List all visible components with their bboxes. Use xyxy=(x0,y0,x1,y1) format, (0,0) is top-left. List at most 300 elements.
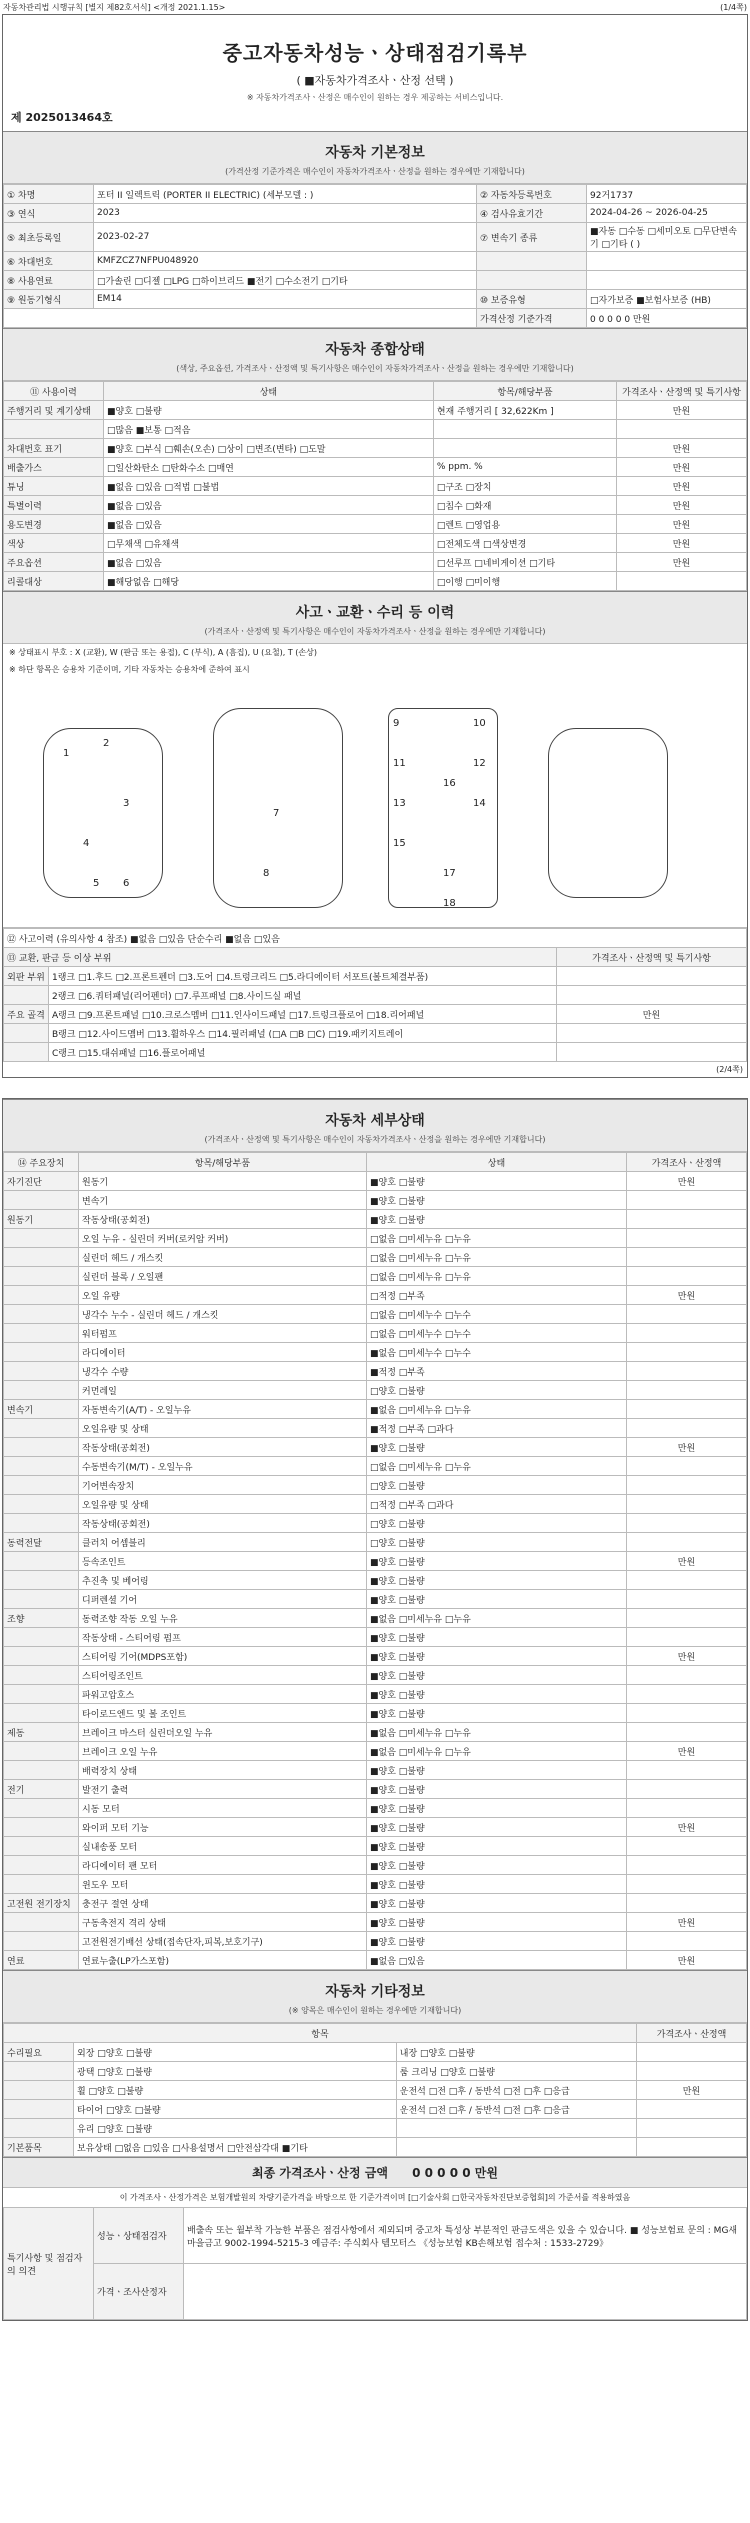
detail-price xyxy=(627,1723,747,1742)
detail-group: 자기진단 xyxy=(4,1172,79,1191)
car-side-right xyxy=(548,728,668,898)
basic-value: KMFZCZ7NFPU048920 xyxy=(94,252,477,271)
detail-row xyxy=(4,1932,747,1951)
summary-state: ■없음 □있음 xyxy=(104,515,434,534)
other-group xyxy=(4,2062,74,2081)
detail-row xyxy=(4,1210,747,1229)
summary-row xyxy=(4,572,747,591)
detail-item: 브레이크 오일 누유 xyxy=(79,1742,367,1761)
detail-state: ■양호 □불량 xyxy=(367,1780,627,1799)
detail-col: 가격조사ㆍ산정액 xyxy=(627,1153,747,1172)
rank-group: 외판 부위 xyxy=(4,967,49,986)
basic-row xyxy=(4,290,747,309)
other-row xyxy=(4,2043,747,2062)
detail-state: ■없음 □미세누유 □누유 xyxy=(367,1609,627,1628)
summary-state: ■해당없음 □해당 xyxy=(104,572,434,591)
basic-key-2 xyxy=(477,271,587,290)
price-value: 0 0 0 0 0 만원 xyxy=(587,309,747,328)
summary-item: □선루프 □네비게이션 □기타 xyxy=(433,553,616,572)
detail-row xyxy=(4,1856,747,1875)
summary-col: 상태 xyxy=(104,382,434,401)
detail-group xyxy=(4,1761,79,1780)
detail-price xyxy=(627,1590,747,1609)
summary-key: 색상 xyxy=(4,534,104,553)
detail-group: 조향 xyxy=(4,1609,79,1628)
diagram-number: 9 xyxy=(393,718,400,729)
detail-item: 윈도우 모터 xyxy=(79,1875,367,1894)
detail-group xyxy=(4,1552,79,1571)
summary-key: 주요옵션 xyxy=(4,553,104,572)
detail-row xyxy=(4,1343,747,1362)
basic-row xyxy=(4,204,747,223)
rank-group xyxy=(4,1024,49,1043)
rank-group: 주요 골격 xyxy=(4,1005,49,1024)
summary-item xyxy=(433,439,616,458)
detail-state: ■양호 □불량 xyxy=(367,1704,627,1723)
detail-state: ■없음 □미세누유 □누유 xyxy=(367,1742,627,1761)
detail-state: □없음 □미세누유 □누유 xyxy=(367,1229,627,1248)
other-row xyxy=(4,2081,747,2100)
detail-group: 제동 xyxy=(4,1723,79,1742)
summary-state: ■없음 □있음 xyxy=(104,553,434,572)
summary-row xyxy=(4,439,747,458)
detail-group xyxy=(4,1628,79,1647)
detail-group xyxy=(4,1419,79,1438)
summary-key xyxy=(4,420,104,439)
detail-item: 원동기 xyxy=(79,1172,367,1191)
diagram-number: 11 xyxy=(393,758,406,769)
car-side-left xyxy=(43,728,163,898)
basic-key: ① 차명 xyxy=(4,185,94,204)
registration-number: 제 2025013464호 xyxy=(11,111,113,124)
detail-group xyxy=(4,1381,79,1400)
summary-price: 만원 xyxy=(617,515,747,534)
detail-price xyxy=(627,1343,747,1362)
summary-item: 현재 주행거리 [ 32,622Km ] xyxy=(433,401,616,420)
final-header xyxy=(3,2157,747,2188)
detail-price xyxy=(627,1932,747,1951)
other-price: 만원 xyxy=(637,2081,747,2100)
rank-row xyxy=(4,986,747,1005)
basic-row xyxy=(4,185,747,204)
detail-row xyxy=(4,1267,747,1286)
special-sub-1: 성능ㆍ상태점검자 xyxy=(94,2208,184,2264)
detail-price xyxy=(627,1324,747,1343)
detail-item: 충전구 절연 상태 xyxy=(79,1894,367,1913)
detail-group xyxy=(4,1229,79,1248)
summary-price: 만원 xyxy=(617,553,747,572)
detail-row xyxy=(4,1571,747,1590)
special-sub-2: 가격ㆍ조사산정자 xyxy=(94,2264,184,2320)
detail-item: 수동변속기(M/T) - 오일누유 xyxy=(79,1457,367,1476)
detail-note: (가격조사ㆍ산정액 및 특기사항은 매수인이 자동차가격조사ㆍ산정을 원하는 경우에만 기재합니다) xyxy=(204,1135,546,1144)
rank-items: A랭크 □9.프론트패널 □10.크로스멤버 □11.인사이드패널 □17.트렁크플로어 □18.리어패널 xyxy=(49,1005,557,1024)
detail-row xyxy=(4,1305,747,1324)
detail-group xyxy=(4,1666,79,1685)
basic-spacer xyxy=(4,309,477,328)
basic-key: ⑥ 차대번호 xyxy=(4,252,94,271)
detail-state: ■양호 □불량 xyxy=(367,1590,627,1609)
detail-item: 타이로드엔드 및 볼 조인트 xyxy=(79,1704,367,1723)
summary-state: ■없음 □있음 xyxy=(104,496,434,515)
other-b: 운전석 □전 □후 / 동반석 □전 □후 □응급 xyxy=(396,2081,636,2100)
detail-group xyxy=(4,1438,79,1457)
detail-item: 냉각수 수량 xyxy=(79,1362,367,1381)
detail-row xyxy=(4,1552,747,1571)
summary-col: ⑪ 사용이력 xyxy=(4,382,104,401)
other-price xyxy=(637,2138,747,2157)
detail-group: 동력전달 xyxy=(4,1533,79,1552)
detail-row xyxy=(4,1419,747,1438)
basic-value: EM14 xyxy=(94,290,477,309)
special-text: 배출속 또는 월부착 가능한 부품은 점검사항에서 제외되며 중고차 특성상 부분적인 판금도색은 있을 수 있습니다. ■ 성능보험료 문의 : MG새마을금고 9002-1994-5215-3 예금주: 주식회사 템모터스 《성능보험 KB손해보험 접수처 : 1533-2729》 xyxy=(184,2208,747,2264)
summary-price: 만원 xyxy=(617,534,747,553)
rank-group xyxy=(4,1043,49,1062)
detail-state: ■양호 □불량 xyxy=(367,1761,627,1780)
detail-state: ■양호 □불량 xyxy=(367,1666,627,1685)
detail-state: ■양호 □불량 xyxy=(367,1191,627,1210)
diagram-number: 15 xyxy=(393,838,406,849)
detail-item: 동력조향 작동 오일 누유 xyxy=(79,1609,367,1628)
detail-group xyxy=(4,1932,79,1951)
summary-state: □많음 ■보통 □적음 xyxy=(104,420,434,439)
summary-item: □이행 □미이행 xyxy=(433,572,616,591)
detail-price: 만원 xyxy=(627,1913,747,1932)
summary-price: 만원 xyxy=(617,477,747,496)
detail-group: 연료 xyxy=(4,1951,79,1970)
detail-item: 오일 누유 - 실린더 커버(로커암 커버) xyxy=(79,1229,367,1248)
summary-key: 특별이력 xyxy=(4,496,104,515)
other-row xyxy=(4,2119,747,2138)
detail-price xyxy=(627,1419,747,1438)
detail-price xyxy=(627,1856,747,1875)
other-title: 자동차 기타정보 xyxy=(325,1984,425,2000)
rank-row xyxy=(4,1043,747,1062)
detail-item: 실내송풍 모터 xyxy=(79,1837,367,1856)
detail-col: 상태 xyxy=(367,1153,627,1172)
detail-group xyxy=(4,1457,79,1476)
detail-item: 워터펌프 xyxy=(79,1324,367,1343)
detail-state: □없음 □미세누유 □누유 xyxy=(367,1267,627,1286)
summary-state: □일산화탄소 □탄화수소 □매연 xyxy=(104,458,434,477)
rank-items: 1랭크 □1.후드 □2.프론트펜더 □3.도어 □4.트렁크리드 □5.라디에이터 서포트(볼트체결부품) xyxy=(49,967,557,986)
basic-value-2: 92거1737 xyxy=(587,185,747,204)
detail-price xyxy=(627,1666,747,1685)
detail-group: 전기 xyxy=(4,1780,79,1799)
detail-row xyxy=(4,1229,747,1248)
detail-row xyxy=(4,1400,747,1419)
summary-item: % ppm. % xyxy=(433,458,616,477)
detail-item: 배력장치 상태 xyxy=(79,1761,367,1780)
summary-row xyxy=(4,401,747,420)
basic-key: ⑤ 최초등록일 xyxy=(4,223,94,252)
final-note: 이 가격조사ㆍ산정가격은 보험개발원의 차량기준가격을 바탕으로 한 기준가격이며 [□기술사회 □한국자동차진단보증협회]의 가준서를 적용하였음 xyxy=(119,2193,631,2202)
special-label: 특기사항 및 점검자의 의견 xyxy=(4,2208,94,2320)
detail-group: 고전원 전기장치 xyxy=(4,1894,79,1913)
rank-price xyxy=(557,986,747,1005)
detail-group xyxy=(4,1837,79,1856)
detail-state: ■양호 □불량 xyxy=(367,1875,627,1894)
other-price xyxy=(637,2043,747,2062)
detail-price xyxy=(627,1628,747,1647)
detail-item: 작동상태(공회전) xyxy=(79,1438,367,1457)
detail-row xyxy=(4,1951,747,1970)
detail-state: □없음 □미세누유 □누유 xyxy=(367,1457,627,1476)
basic-info-note: (가격산정 기준가격은 매수인이 자동차가격조사ㆍ산정을 원하는 경우에만 기재합니다) xyxy=(225,167,525,176)
basic-key-2: ② 자동차등록번호 xyxy=(477,185,587,204)
other-b xyxy=(396,2119,636,2138)
summary-price: 만원 xyxy=(617,439,747,458)
detail-group xyxy=(4,1514,79,1533)
other-price xyxy=(637,2119,747,2138)
basic-row xyxy=(4,271,747,290)
basic-key-2: ⑩ 보증유형 xyxy=(477,290,587,309)
detail-row xyxy=(4,1742,747,1761)
summary-price xyxy=(617,420,747,439)
detail-state: ■양호 □불량 xyxy=(367,1818,627,1837)
detail-item: 브레이크 마스터 실린더오일 누유 xyxy=(79,1723,367,1742)
detail-price xyxy=(627,1704,747,1723)
service-notice: ※ 자동차가격조사ㆍ산정은 매수인이 원하는 경우 제공하는 서비스입니다. xyxy=(246,93,504,102)
detail-row xyxy=(4,1913,747,1932)
exchange-header: ⑬ 교환, 판금 등 이상 부위 xyxy=(4,948,557,967)
detail-price: 만원 xyxy=(627,1286,747,1305)
other-group xyxy=(4,2081,74,2100)
detail-state: □양호 □불량 xyxy=(367,1514,627,1533)
summary-state: ■양호 □불량 xyxy=(104,401,434,420)
detail-row xyxy=(4,1381,747,1400)
detail-item: 라디에이터 팬 모터 xyxy=(79,1856,367,1875)
other-row xyxy=(4,2100,747,2119)
detail-state: □없음 □미세누유 □누유 xyxy=(367,1248,627,1267)
detail-group xyxy=(4,1704,79,1723)
summary-key: 차대번호 표기 xyxy=(4,439,104,458)
rank-group xyxy=(4,986,49,1005)
detail-state: □적정 □부족 xyxy=(367,1286,627,1305)
detail-group xyxy=(4,1191,79,1210)
detail-item: 변속기 xyxy=(79,1191,367,1210)
basic-value: 2023-02-27 xyxy=(94,223,477,252)
detail-item: 발전기 출력 xyxy=(79,1780,367,1799)
detail-price xyxy=(627,1761,747,1780)
diagram-number: 18 xyxy=(443,898,456,909)
detail-state: ■양호 □불량 xyxy=(367,1571,627,1590)
detail-group xyxy=(4,1856,79,1875)
detail-row xyxy=(4,1362,747,1381)
basic-value-2 xyxy=(587,252,747,271)
price-label: 가격산정 기준가격 xyxy=(477,309,587,328)
detail-group xyxy=(4,1324,79,1343)
detail-price xyxy=(627,1381,747,1400)
detail-price xyxy=(627,1400,747,1419)
other-table xyxy=(3,2023,747,2157)
detail-item: 시동 모터 xyxy=(79,1799,367,1818)
detail-col: 항목/해당부품 xyxy=(79,1153,367,1172)
detail-col: ⑭ 주요장치 xyxy=(4,1153,79,1172)
detail-item: 오일유량 및 상태 xyxy=(79,1495,367,1514)
detail-item: 실린더 블록 / 오일팬 xyxy=(79,1267,367,1286)
detail-item: 연료누출(LP가스포함) xyxy=(79,1951,367,1970)
summary-item: □전체도색 □색상변경 xyxy=(433,534,616,553)
basic-value: 포터 II 일렉트릭 (PORTER II ELECTRIC) (세부모델 : ) xyxy=(94,185,477,204)
detail-price: 만원 xyxy=(627,1951,747,1970)
detail-item: 오일유량 및 상태 xyxy=(79,1419,367,1438)
detail-price xyxy=(627,1514,747,1533)
page-indicator: (1/4쪽) xyxy=(720,3,747,12)
summary-key: 주행거리 및 계기상태 xyxy=(4,401,104,420)
detail-item: 실린더 헤드 / 개스킷 xyxy=(79,1248,367,1267)
detail-row xyxy=(4,1324,747,1343)
detail-item: 등속조인트 xyxy=(79,1552,367,1571)
detail-row xyxy=(4,1533,747,1552)
diagram-number: 6 xyxy=(123,878,130,889)
detail-group: 변속기 xyxy=(4,1400,79,1419)
summary-col: 가격조사ㆍ산정액 및 특기사항 xyxy=(617,382,747,401)
rank-price xyxy=(557,1024,747,1043)
rank-price: 만원 xyxy=(557,1005,747,1024)
other-group xyxy=(4,2119,74,2138)
diagram-number: 17 xyxy=(443,868,456,879)
accident-note: (가격조사ㆍ산정액 및 특기사항은 매수인이 자동차가격조사ㆍ산정을 원하는 경우에만 기재합니다) xyxy=(204,627,546,636)
detail-group xyxy=(4,1742,79,1761)
detail-state: ■양호 □불량 xyxy=(367,1913,627,1932)
detail-state: ■양호 □불량 xyxy=(367,1552,627,1571)
detail-state: □양호 □불량 xyxy=(367,1533,627,1552)
detail-title: 자동차 세부상태 xyxy=(325,1113,425,1129)
detail-row xyxy=(4,1894,747,1913)
basic-info-table xyxy=(3,184,747,328)
detail-item: 작동상태(공회전) xyxy=(79,1210,367,1229)
other-b: 내장 □양호 □불량 xyxy=(396,2043,636,2062)
detail-price xyxy=(627,1476,747,1495)
detail-group xyxy=(4,1571,79,1590)
detail-item: 구동축전지 격리 상태 xyxy=(79,1913,367,1932)
detail-group xyxy=(4,1875,79,1894)
detail-row xyxy=(4,1704,747,1723)
detail-price: 만원 xyxy=(627,1172,747,1191)
detail-group xyxy=(4,1685,79,1704)
detail-row xyxy=(4,1780,747,1799)
detail-row xyxy=(4,1875,747,1894)
detail-group xyxy=(4,1590,79,1609)
diagram-number: 12 xyxy=(473,758,486,769)
summary-price: 만원 xyxy=(617,496,747,515)
other-header xyxy=(3,1970,747,2023)
detail-price xyxy=(627,1609,747,1628)
basic-key-2: ⑦ 변속기 종류 xyxy=(477,223,587,252)
basic-key-2 xyxy=(477,252,587,271)
car-diagram xyxy=(3,678,747,928)
summary-row xyxy=(4,477,747,496)
other-b: 운전석 □전 □후 / 동반석 □전 □후 □응급 xyxy=(396,2100,636,2119)
page-1 xyxy=(2,14,748,1078)
special-empty xyxy=(184,2264,747,2320)
summary-row xyxy=(4,496,747,515)
detail-price xyxy=(627,1875,747,1894)
detail-price: 만원 xyxy=(627,1647,747,1666)
detail-state: ■양호 □불량 xyxy=(367,1172,627,1191)
other-a: 광택 □양호 □불량 xyxy=(74,2062,397,2081)
detail-item: 디퍼렌셜 기어 xyxy=(79,1590,367,1609)
detail-row xyxy=(4,1818,747,1837)
basic-value-2: 2024-04-26 ~ 2026-04-25 xyxy=(587,204,747,223)
exchange-price-header: 가격조사ㆍ산정액 및 특기사항 xyxy=(557,948,747,967)
form-header xyxy=(0,0,750,14)
detail-state: ■양호 □불량 xyxy=(367,1932,627,1951)
page-number-2: (2/4쪽) xyxy=(716,1065,743,1074)
summary-price: 만원 xyxy=(617,401,747,420)
detail-group xyxy=(4,1476,79,1495)
accident-header xyxy=(3,591,747,644)
detail-state: ■없음 □미세누수 □누수 xyxy=(367,1343,627,1362)
detail-row xyxy=(4,1799,747,1818)
detail-group: 원동기 xyxy=(4,1210,79,1229)
accident-legend-2: ※ 하단 항목은 승용차 기준이며, 기타 자동차는 승용차에 준하여 표시 xyxy=(9,665,250,674)
detail-price: 만원 xyxy=(627,1742,747,1761)
detail-group xyxy=(4,1913,79,1932)
summary-title: 자동차 종합상태 xyxy=(325,342,425,358)
rank-items: 2랭크 □6.쿼터패널(리어펜더) □7.루프패널 □8.사이드실 패널 xyxy=(49,986,557,1005)
detail-row xyxy=(4,1590,747,1609)
detail-row xyxy=(4,1495,747,1514)
detail-row xyxy=(4,1438,747,1457)
detail-price xyxy=(627,1191,747,1210)
detail-price: 만원 xyxy=(627,1818,747,1837)
detail-group xyxy=(4,1495,79,1514)
detail-row xyxy=(4,1248,747,1267)
diagram-number: 8 xyxy=(263,868,270,879)
detail-item: 클러치 어셈블리 xyxy=(79,1533,367,1552)
diagram-number: 1 xyxy=(63,748,70,759)
detail-price xyxy=(627,1894,747,1913)
other-a: 보유상태 □없음 □있음 □사용설명서 □안전삼각대 ■기타 xyxy=(74,2138,397,2157)
summary-state: ■양호 □부식 □훼손(오손) □상이 □변조(변타) □도말 xyxy=(104,439,434,458)
basic-info-header xyxy=(3,131,747,184)
summary-item: □구조 □장치 xyxy=(433,477,616,496)
detail-price: 만원 xyxy=(627,1438,747,1457)
summary-key: 튜닝 xyxy=(4,477,104,496)
other-b: 룸 크리닝 □양호 □불량 xyxy=(396,2062,636,2081)
other-row xyxy=(4,2138,747,2157)
detail-price xyxy=(627,1533,747,1552)
detail-state: ■적정 □부족 □과다 xyxy=(367,1419,627,1438)
detail-state: ■양호 □불량 xyxy=(367,1647,627,1666)
detail-state: ■양호 □불량 xyxy=(367,1210,627,1229)
detail-row xyxy=(4,1191,747,1210)
rank-items: B랭크 □12.사이드멤버 □13.휠하우스 □14.필러패널 (□A □B □C) □19.패키지트레이 xyxy=(49,1024,557,1043)
basic-value: 2023 xyxy=(94,204,477,223)
other-note: (※ 양목은 매수인이 원하는 경우에만 기재합니다) xyxy=(288,2006,462,2015)
basic-row xyxy=(4,223,747,252)
diagram-number: 10 xyxy=(473,718,486,729)
diagram-number: 5 xyxy=(93,878,100,889)
detail-group xyxy=(4,1799,79,1818)
other-group: 수리필요 xyxy=(4,2043,74,2062)
detail-state: □적정 □부족 □과다 xyxy=(367,1495,627,1514)
diagram-number: 3 xyxy=(123,798,130,809)
summary-row xyxy=(4,420,747,439)
detail-group xyxy=(4,1647,79,1666)
detail-table xyxy=(3,1152,747,1970)
detail-item: 작동상태 - 스티어링 펌프 xyxy=(79,1628,367,1647)
form-regulation: 자동차관리법 시행규칙 [별지 제82호서식] <개정 2021.1.15> xyxy=(3,3,226,12)
summary-state: ■없음 □있음 □적법 □불법 xyxy=(104,477,434,496)
basic-key-2: ④ 검사유효기간 xyxy=(477,204,587,223)
detail-state: □없음 □미세누수 □누수 xyxy=(367,1305,627,1324)
detail-price xyxy=(627,1305,747,1324)
diagram-number: 2 xyxy=(103,738,110,749)
detail-item: 스티어링 기어(MDPS포함) xyxy=(79,1647,367,1666)
